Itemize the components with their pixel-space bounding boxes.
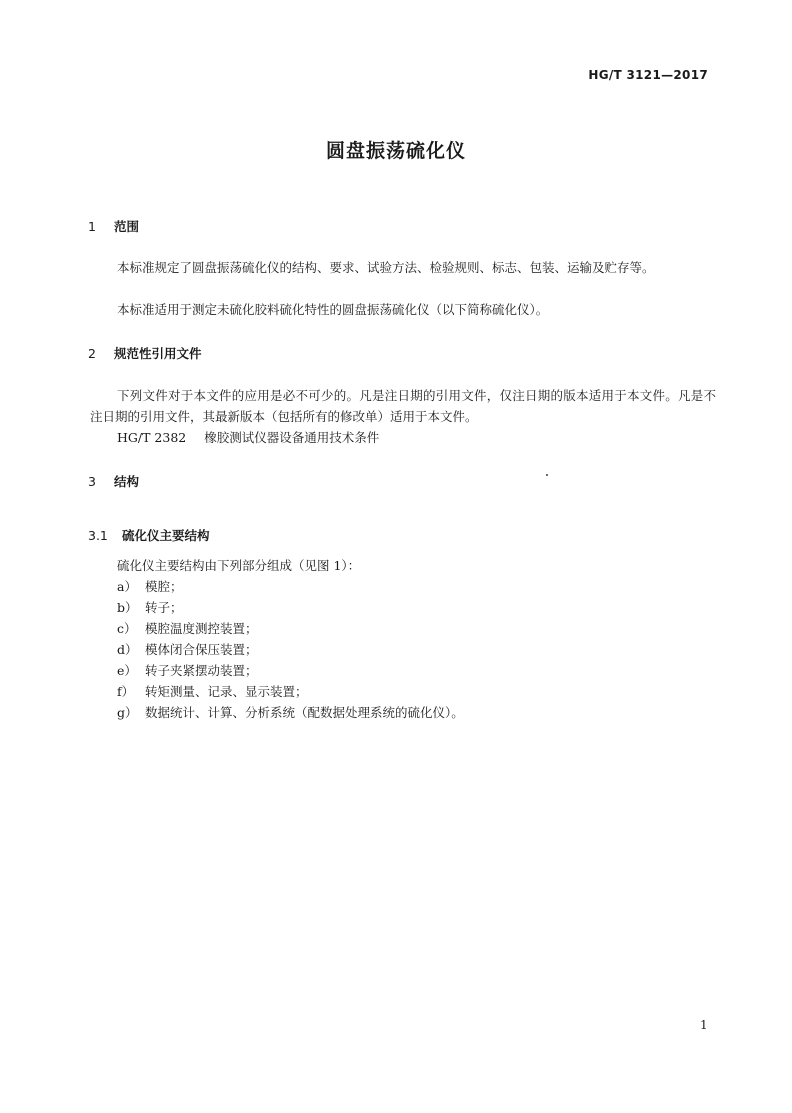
section-3-heading [88, 472, 139, 490]
section-1-heading [88, 217, 139, 235]
list-item-mark: f） [117, 684, 135, 699]
list-item-mark: e） [117, 663, 137, 678]
section-2-heading [88, 344, 202, 362]
list-item-text: 模腔温度测控装置； [145, 621, 258, 636]
list-item-mark: g） [117, 705, 138, 720]
list-item-mark: c） [117, 621, 137, 636]
section-3-number: 3 [88, 474, 96, 489]
reference-item [117, 427, 379, 448]
list-item-mark: d） [117, 642, 138, 657]
list-item-text: 转子； [145, 600, 183, 615]
standard-code: HG/T 3121—2017 [588, 68, 708, 82]
scope-paragraph-2: 本标准适用于测定未硫化胶料硫化特性的圆盘振荡硫化仪（以下简称硫化仪）。 [117, 302, 549, 317]
list-item [117, 660, 258, 681]
list-item [117, 639, 258, 660]
section-1-title: 范围 [114, 219, 140, 234]
reference-code: HG/T 2382 [117, 430, 187, 445]
list-item [117, 681, 308, 702]
document-title: 圆盘振荡硫化仪 [325, 140, 466, 162]
list-item-text: 转矩测量、记录、显示装置； [145, 684, 308, 699]
list-item-mark: b） [117, 600, 138, 615]
scope-paragraph-1: 本标准规定了圆盘振荡硫化仪的结构、要求、试验方法、检验规则、标志、包装、运输及贮存等。 [117, 260, 655, 275]
list-item [117, 597, 183, 618]
list-item [117, 576, 183, 597]
section-2-title: 规范性引用文件 [114, 346, 202, 361]
stray-mark [546, 474, 548, 476]
section-1-number: 1 [88, 219, 96, 234]
list-item-mark: a） [117, 579, 137, 594]
list-item [117, 618, 258, 639]
section-3-1-number: 3.1 [88, 528, 108, 543]
section-3-title: 结构 [114, 474, 140, 489]
section-3-1-title: 硫化仪主要结构 [122, 528, 210, 543]
structure-intro: 硫化仪主要结构由下列部分组成（见图 1）： [117, 558, 361, 573]
section-2-number: 2 [88, 346, 96, 361]
reference-title: 橡胶测试仪器设备通用技术条件 [204, 430, 380, 445]
list-item-text: 转子夹紧摆动装置； [145, 663, 258, 678]
list-item-text: 模体闭合保压装置； [145, 642, 258, 657]
list-item-text: 模腔； [145, 579, 183, 594]
section-3-1-heading [88, 526, 210, 544]
list-item [117, 702, 464, 723]
list-item-text: 数据统计、计算、分析系统（配数据处理系统的硫化仪）。 [145, 705, 464, 720]
page-number: 1 [700, 1018, 708, 1032]
references-paragraph-1: 下列文件对于本文件的应用是必不可少的。凡是注日期的引用文件，仅注日期的版本适用于本文件。凡是不注日期的引用文件，其最新版本（包括所有的修改单）适用于本文件。 [90, 388, 716, 424]
